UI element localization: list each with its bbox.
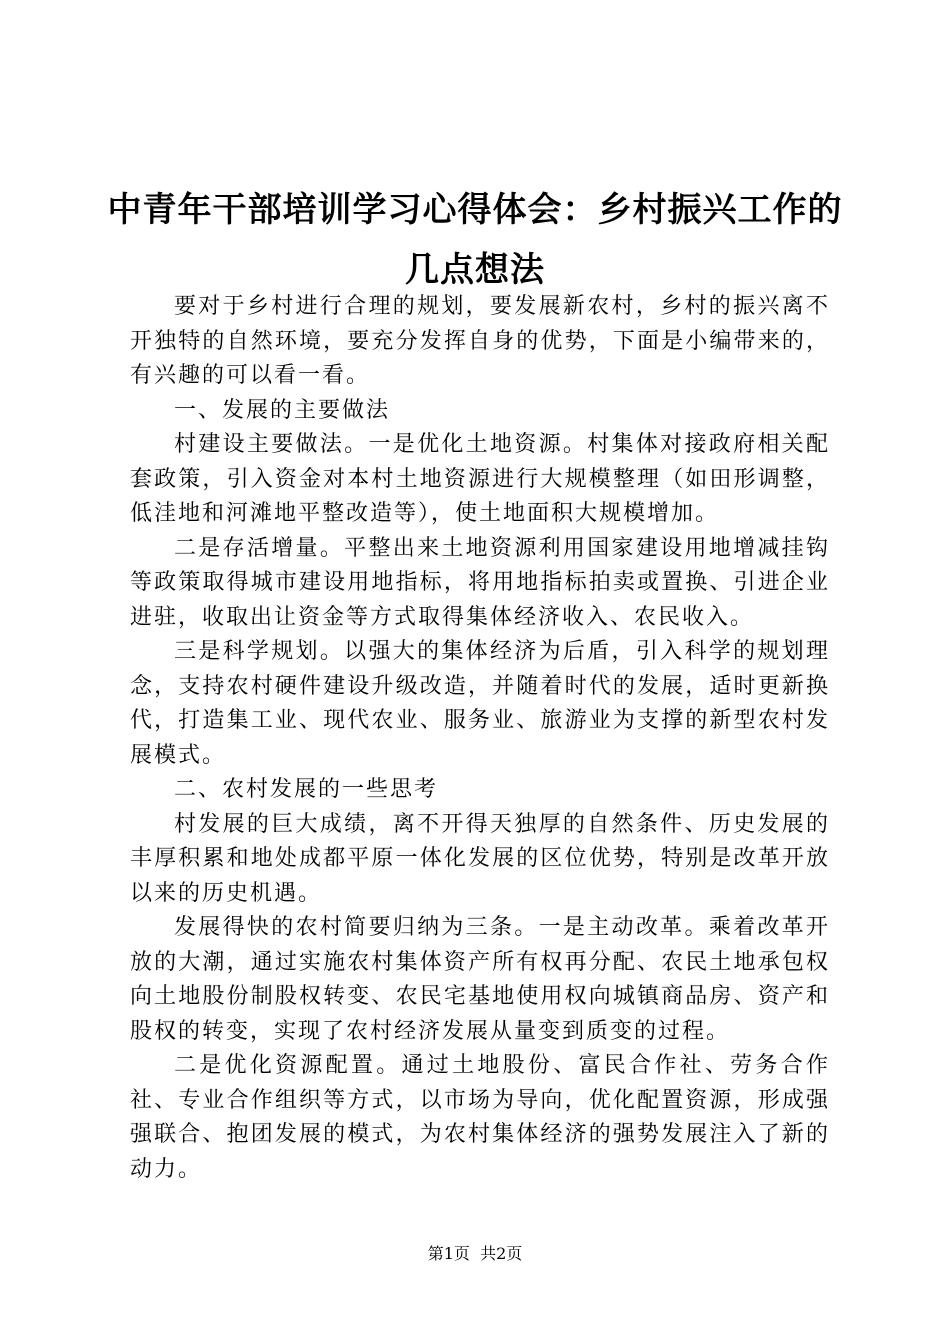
document-body bbox=[130, 290, 830, 1187]
section1-paragraph: 三是科学规划。以强大的集体经济为后盾，引入科学的规划理念，支持农村硬件建设升级改造，并随着时代的发展，适时更新换代，打造集工业、现代农业、服务业、旅游业为支撑的新型农村发展模式。 bbox=[130, 639, 830, 768]
section-heading-1: 一、发展的主要做法 bbox=[174, 397, 391, 423]
section2-paragraph: 二是优化资源配置。通过土地股份、富民合作社、劳务合作社、专业合作组织等方式，以市场为导向，优化配置资源，形成强强联合、抱团发展的模式，为农村集体经济的强势发展注入了新的动力。 bbox=[130, 1053, 830, 1182]
document-title: 中青年干部培训学习心得体会：乡村振兴工作的几点想法 bbox=[107, 190, 843, 290]
page-number-label: 第1页 共2页 bbox=[427, 1244, 523, 1263]
section2-paragraph: 发展得快的农村简要归纳为三条。一是主动改革。乘着改革开放的大潮，通过实施农村集体资产所有权再分配、农民土地承包权向土地股份制股权转变、农民宅基地使用权向城镇商品房、资产和股权的转变，实现了农村经济发展从量变到质变的过程。 bbox=[130, 915, 830, 1044]
page-footer bbox=[0, 1242, 950, 1266]
section-heading-2: 二、农村发展的一些思考 bbox=[174, 777, 439, 802]
section1-paragraph: 二是存活增量。平整出来土地资源利用国家建设用地增减挂钩等政策取得城市建设用地指标，将用地指标拍卖或置换、引进企业进驻，收取出让资金等方式取得集体经济收入、农民收入。 bbox=[130, 535, 830, 630]
section2-paragraph: 村发展的巨大成绩，离不开得天独厚的自然条件、历史发展的丰厚积累和地处成都平原一体化发展的区位优势，特别是改革开放以来的历史机遇。 bbox=[130, 811, 830, 906]
intro-paragraph: 要对于乡村进行合理的规划，要发展新农村，乡村的振兴离不开独特的自然环境，要充分发挥自身的优势，下面是小编带来的，有兴趣的可以看一看。 bbox=[130, 294, 830, 388]
section1-paragraph: 村建设主要做法。一是优化土地资源。村集体对接政府相关配套政策，引入资金对本村土地资源进行大规模整理（如田形调整，低洼地和河滩地平整改造等），使土地面积大规模增加。 bbox=[130, 432, 830, 526]
